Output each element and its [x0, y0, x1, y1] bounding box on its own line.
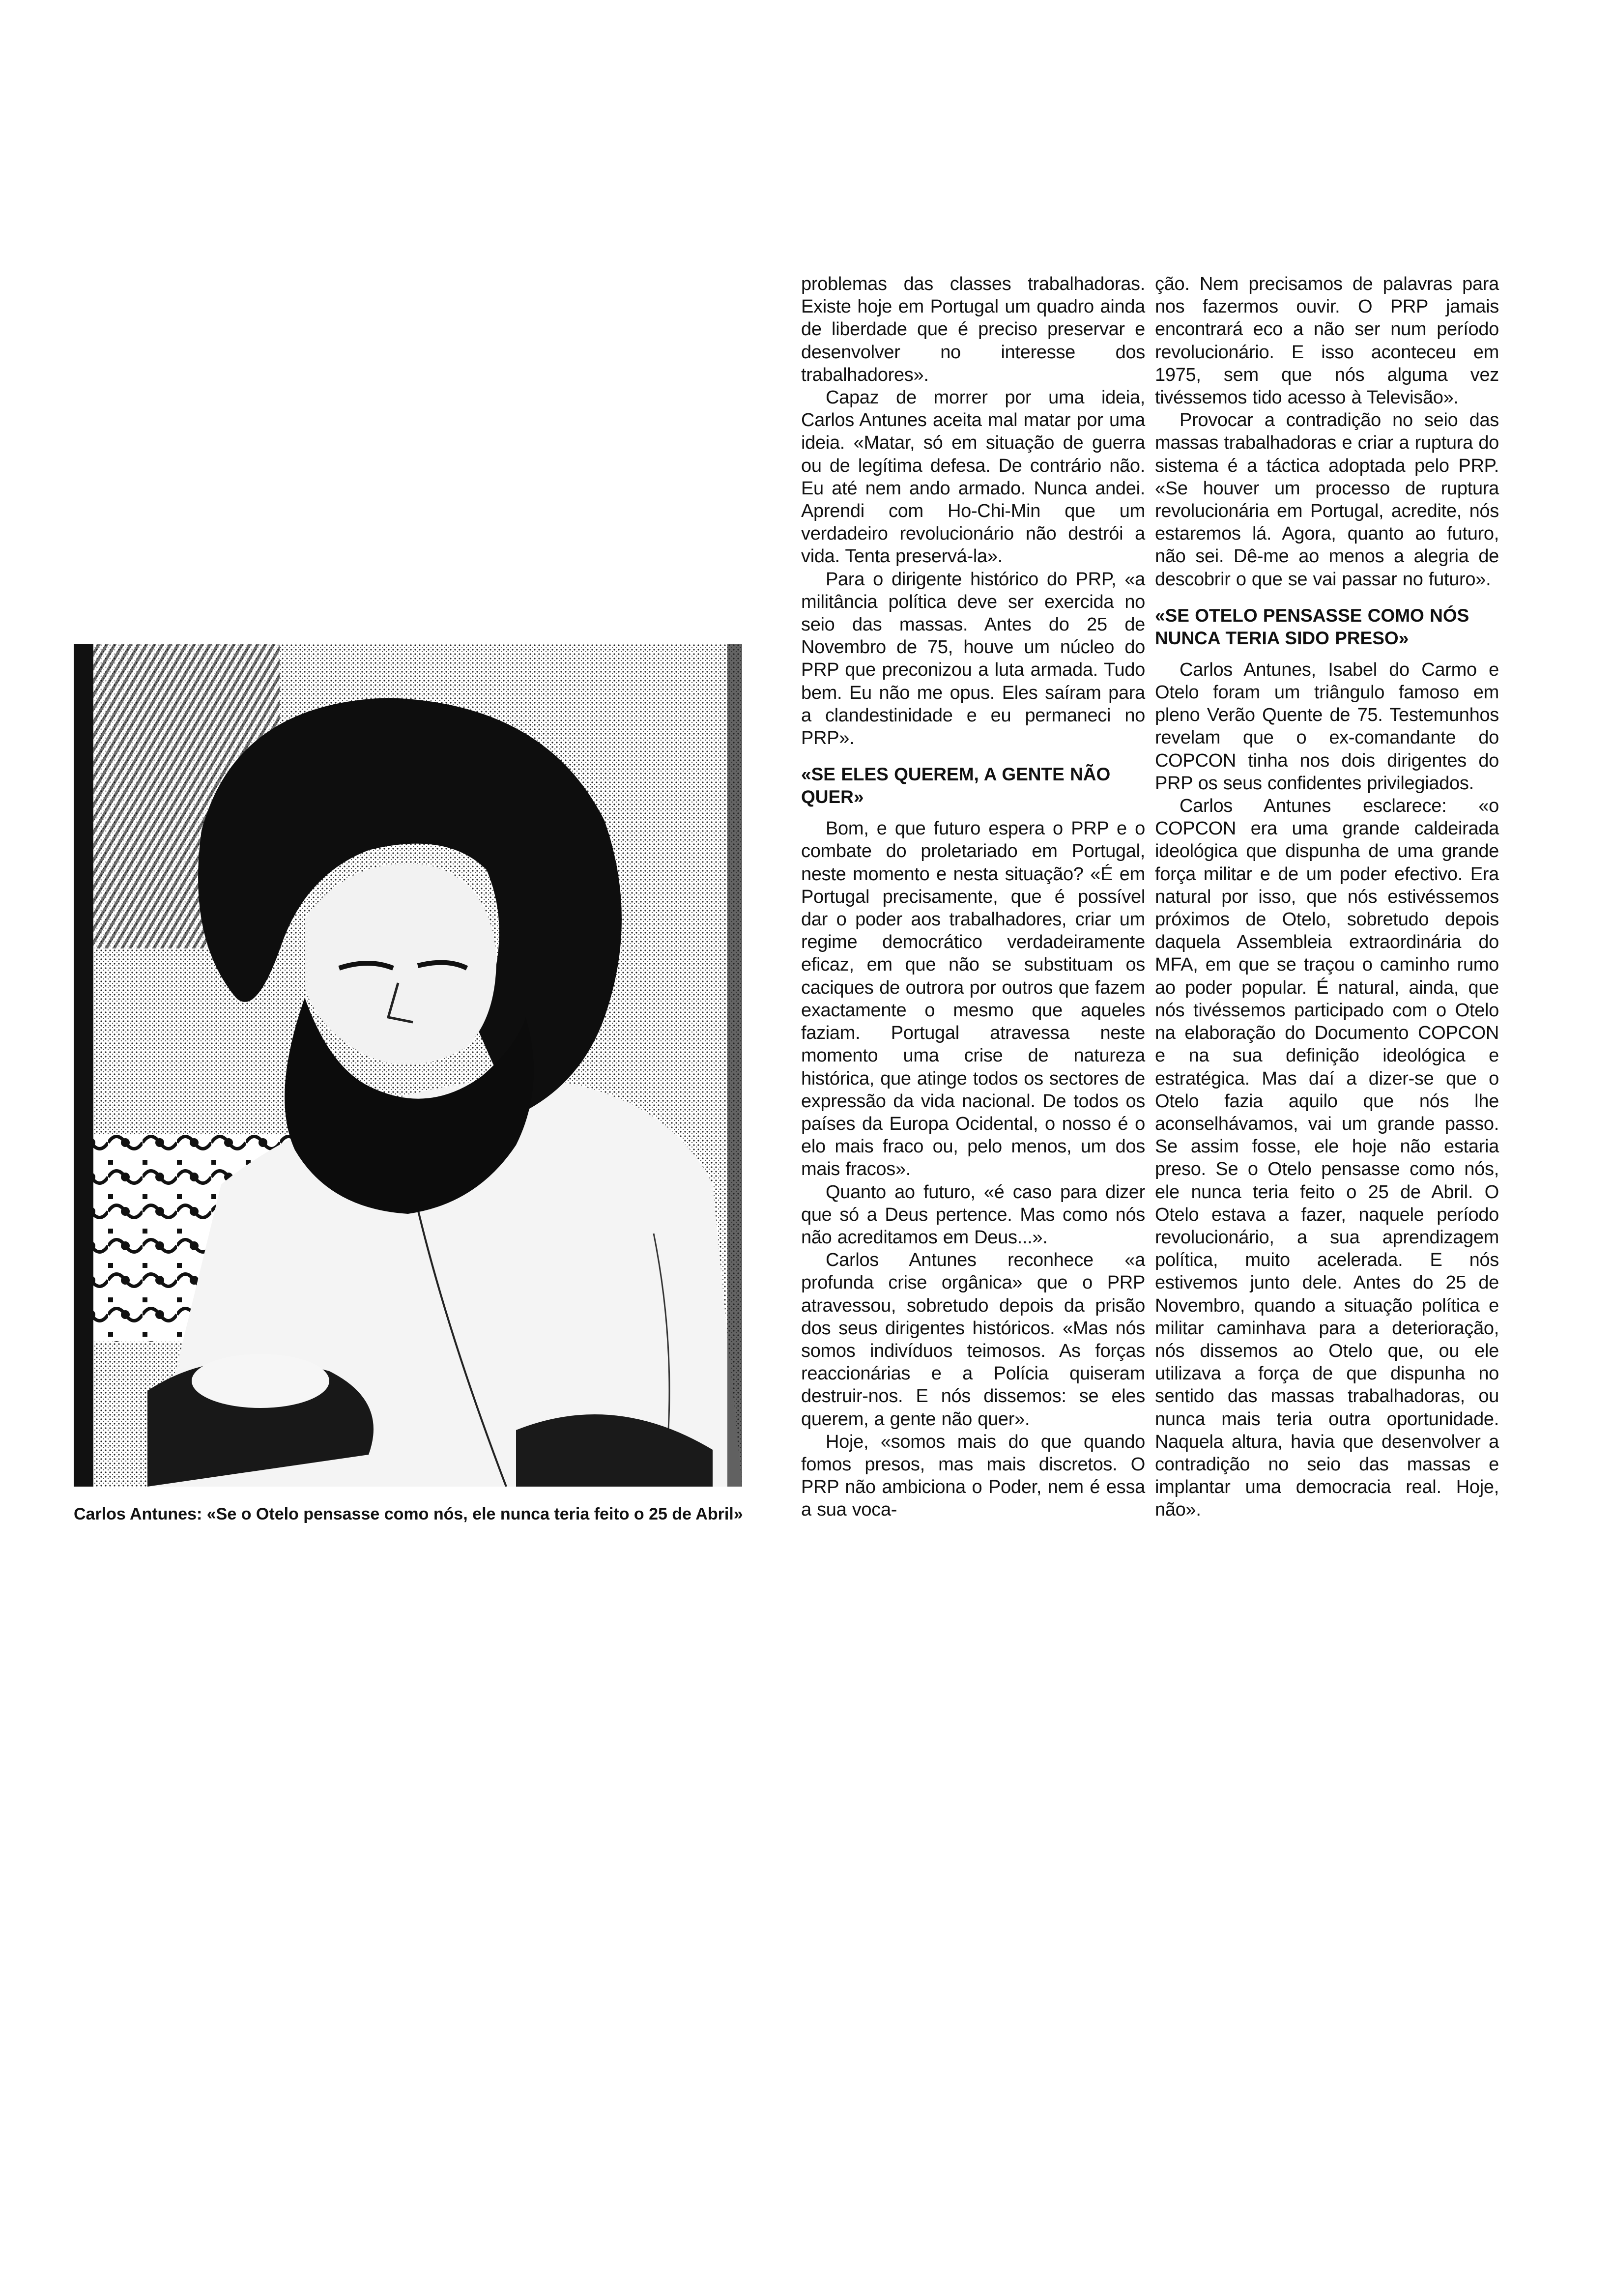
- paragraph: Carlos Antunes esclarece: «o COPCON era uma grande caldeirada ideológica que dispunha de uma grande força militar e de um poder efectivo. Era natural por isso, que nós estivéssemos próximos de Otelo, sobretudo depois daquela Assembleia extraordinária do MFA, em que se traçou o caminho rumo ao poder popular. É natural, ainda, que nós tivéssemos participado com o Otelo na elaboração do Documento COPCON e na sua definição ideológica e estratégica. Mas daí a dizer-se que o Otelo fazia aquilo que nós lhe aconselhávamos, vai um grande passo. Se assim fosse, ele hoje não estaria preso. Se o Otelo pensasse como nós, ele nunca teria feito o 25 de Abril. O Otelo estava a fazer, naquele período revolucionário, a sua aprendizagem política, muito acelerada. E nós estivemos junto dele. Antes do 25 de Novembro, quando a situação política e militar caminhava para a deterioração, nós dissemos ao Otelo que, ou ele utilizava a força de que dispunha no sentido das massas trabalhadoras, ou nunca mais teria outra oportunidade. Naquela altura, havia que desenvolver a contradição no seio das massas e implantar uma democracia real. Hoje, não».: [1155, 796, 1499, 1521]
- paragraph: Quanto ao futuro, «é caso para dizer que só a Deus pertence. Mas como nós não acreditamos em Deus...».: [801, 1181, 1145, 1248]
- paragraph: Capaz de morrer por uma ideia, Carlos Antunes aceita mal matar por uma ideia. «Matar, só em situação de guerra ou de legítima defesa. De contrário não. Eu até nem ando armado. Nunca andei. Aprendi com Ho-Chi-Min que um verdadeiro revolucionário não destrói a vida. Tenta preservá-la».: [801, 387, 1145, 567]
- paragraph: Bom, e que futuro espera o PRP e o combate do proletariado em Portugal, neste momento e nesta situação? «É em Portugal precisamente, que é possível dar o poder aos trabalhadores, criar um regime democrático verdadeiramente eficaz, em que não se substituam os caciques de outrora por outros que fazem exactamente o mesmo que aqueles faziam. Portugal atravessa neste momento uma crise de natureza histórica, que atinge todos os sectores de expressão da vida nacional. De todos os países da Europa Ocidental, o nosso é o elo mais fraco ou, pelo menos, um dos mais fracos».: [801, 818, 1145, 1180]
- paragraph: Hoje, «somos mais do que quando fomos presos, mas mais discretos. O PRP não ambiciona o Poder, nem é essa a sua voca-: [801, 1431, 1145, 1521]
- section-heading: «SE ELES QUEREM, A GENTE NÃO QUER»: [801, 764, 1111, 807]
- portrait-image: [74, 644, 742, 1487]
- paragraph: Provocar a contradição no seio das massas trabalhadoras e criar a ruptura do sistema é a táctica adoptada pelo PRP. «Se houver um processo de ruptura revolucionária em Portugal, acredite, nós estaremos lá. Agora, quanto ao futuro, não sei. Dê-me ao menos a alegria de descobrir o que se vai passar no futuro».: [1155, 410, 1499, 590]
- paragraph: Carlos Antunes, Isabel do Carmo e Otelo foram um triângulo famoso em pleno Verão Quente de 75. Testemunhos revelam que o ex-comandante do COPCON tinha nos dois dirigentes do PRP os seus confidentes privilegiados.: [1155, 659, 1499, 794]
- photo-caption: Carlos Antunes: «Se o Otelo pensasse como nós, ele nunca teria feito o 25 de Abril»: [74, 1505, 743, 1523]
- paragraph: Para o dirigente histórico do PRP, «a militância política deve ser exercida no seio das massas. Antes do 25 de Novembro de 75, houve um núcleo do PRP que preconizou a luta armada. Tudo bem. Eu não me opus. Eles saíram para a clandestinidade e eu permaneci no PRP».: [801, 569, 1145, 749]
- portrait-photo: [74, 644, 742, 1487]
- paragraph: Carlos Antunes reconhece «a profunda crise orgânica» que o PRP atravessou, sobretudo depois da prisão dos seus dirigentes históricos. «Mas nós somos indivíduos teimosos. As forças reaccionárias e a Polícia quiseram destruir-nos. E nós dissemos: se eles querem, a gente não quer».: [801, 1250, 1145, 1430]
- article-column-1: [801, 273, 1145, 1521]
- section-heading: «SE OTELO PENSASSE COMO NÓS NUNCA TERIA SIDO PRESO»: [1155, 605, 1469, 648]
- article-column-2: [1155, 273, 1499, 1521]
- paragraph: ção. Nem precisamos de palavras para nos fazermos ouvir. O PRP jamais encontrará eco a não ser num período revolucionário. E isso aconteceu em 1975, sem que nós alguma vez tivéssemos tido acesso à Televisão».: [1155, 274, 1499, 408]
- paragraph: problemas das classes trabalhadoras. Existe hoje em Portugal um quadro ainda de liberdade que é preciso preservar e desenvolver no interesse dos trabalhadores».: [801, 274, 1145, 385]
